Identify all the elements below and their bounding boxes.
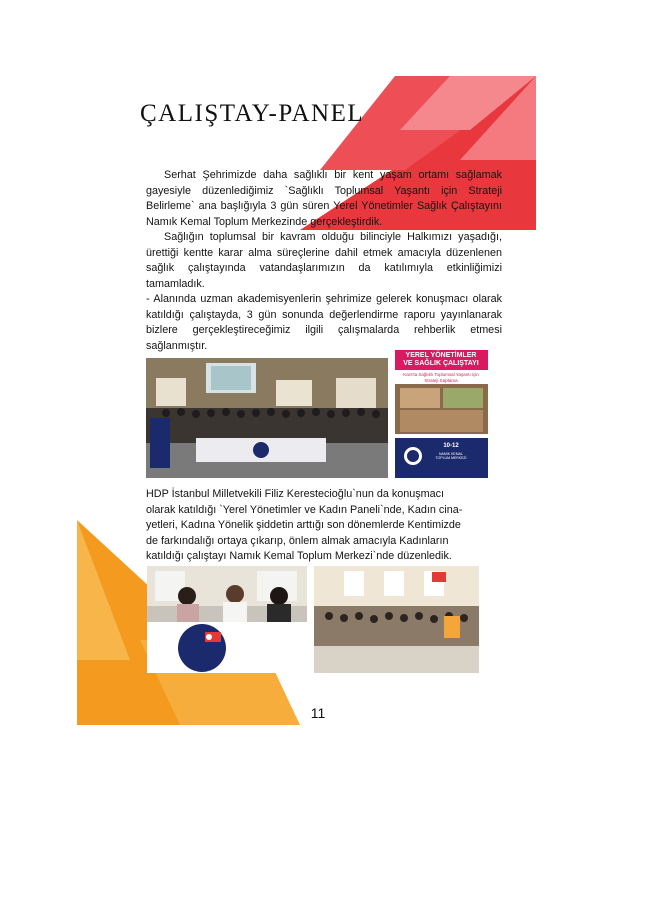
panel-speakers-photo xyxy=(147,566,307,673)
poster-venue: NAMIK KEMAL TOPLUM MERKEZİ xyxy=(435,452,467,460)
panel-text-line-2: olarak katıldığı `Yerel Yönetimler ve Kadın Paneli`nde, Kadın cina- xyxy=(146,503,463,516)
panel-text xyxy=(146,487,496,565)
paragraph-3: - Alanında uzman akademisyenlerin şehrimize gelerek konuşmacı olarak katıldığı çalıştayda, 3 gün sonunda değerlendirme raporu yayınlanarak bizlere gerçekleştireceğimiz ilgili çalışmalarda rehberlik etmesi sağlanmıştır. xyxy=(146,293,502,352)
main-text xyxy=(146,168,502,354)
poster-date: 10-12 xyxy=(443,443,459,449)
panel-text-line-1: HDP İstanbul Milletvekili Filiz Kerestecioğlu`nun da konuşmacı xyxy=(146,488,445,500)
poster-title: YEREL YÖNETİMLER VE SAĞLIK ÇALIŞTAYI xyxy=(403,352,479,367)
panel-text-line-3: yetleri, Kadına Yönelik şiddetin arttığı son dönemlerde Kentimizde xyxy=(146,519,461,531)
panel-text-line-5: katıldığı çalıştayı Namık Kemal Toplum Merkezi`nde düzenledik. xyxy=(146,550,452,562)
paragraph-2: Sağlığın toplumsal bir kavram olduğu bilinciyle Halkımızı yaşadığı, ürettiği kentte karar alma süreçlerine dahil etmek amacıyla düzenlenen sağlık çalıştayında vatandaşlarımızın da katılımıyla etkinliğimizi tamamladık. xyxy=(146,231,502,290)
poster-subtitle: Kars'ta Sağlıklı Toplumsal Yaşantı için Strateji Saptama xyxy=(403,372,479,383)
paragraph-1: Serhat Şehrimizde daha sağlıklı bir kent yaşam ortamı sağlamak gayesiyle düzenlediğimiz `Sağlıklı Toplumsal Yaşantı için Strateji Belirleme` ana başlığıyla 3 gün süren Yerel Yönetimler Sağlık Çalıştayını Namık Kemal Toplum Merkezinde gerçekleştirdik. xyxy=(146,169,502,228)
page-title: ÇALIŞTAY-PANEL xyxy=(140,100,365,127)
workshop-group-photo xyxy=(146,358,388,478)
workshop-poster xyxy=(395,350,488,478)
page-number: 11 xyxy=(310,705,326,721)
panel-text-line-4: de farkındalığı ortaya çıkarıp, önlem almak amacıyla Kadınların xyxy=(146,534,449,547)
panel-audience-photo xyxy=(314,566,479,673)
